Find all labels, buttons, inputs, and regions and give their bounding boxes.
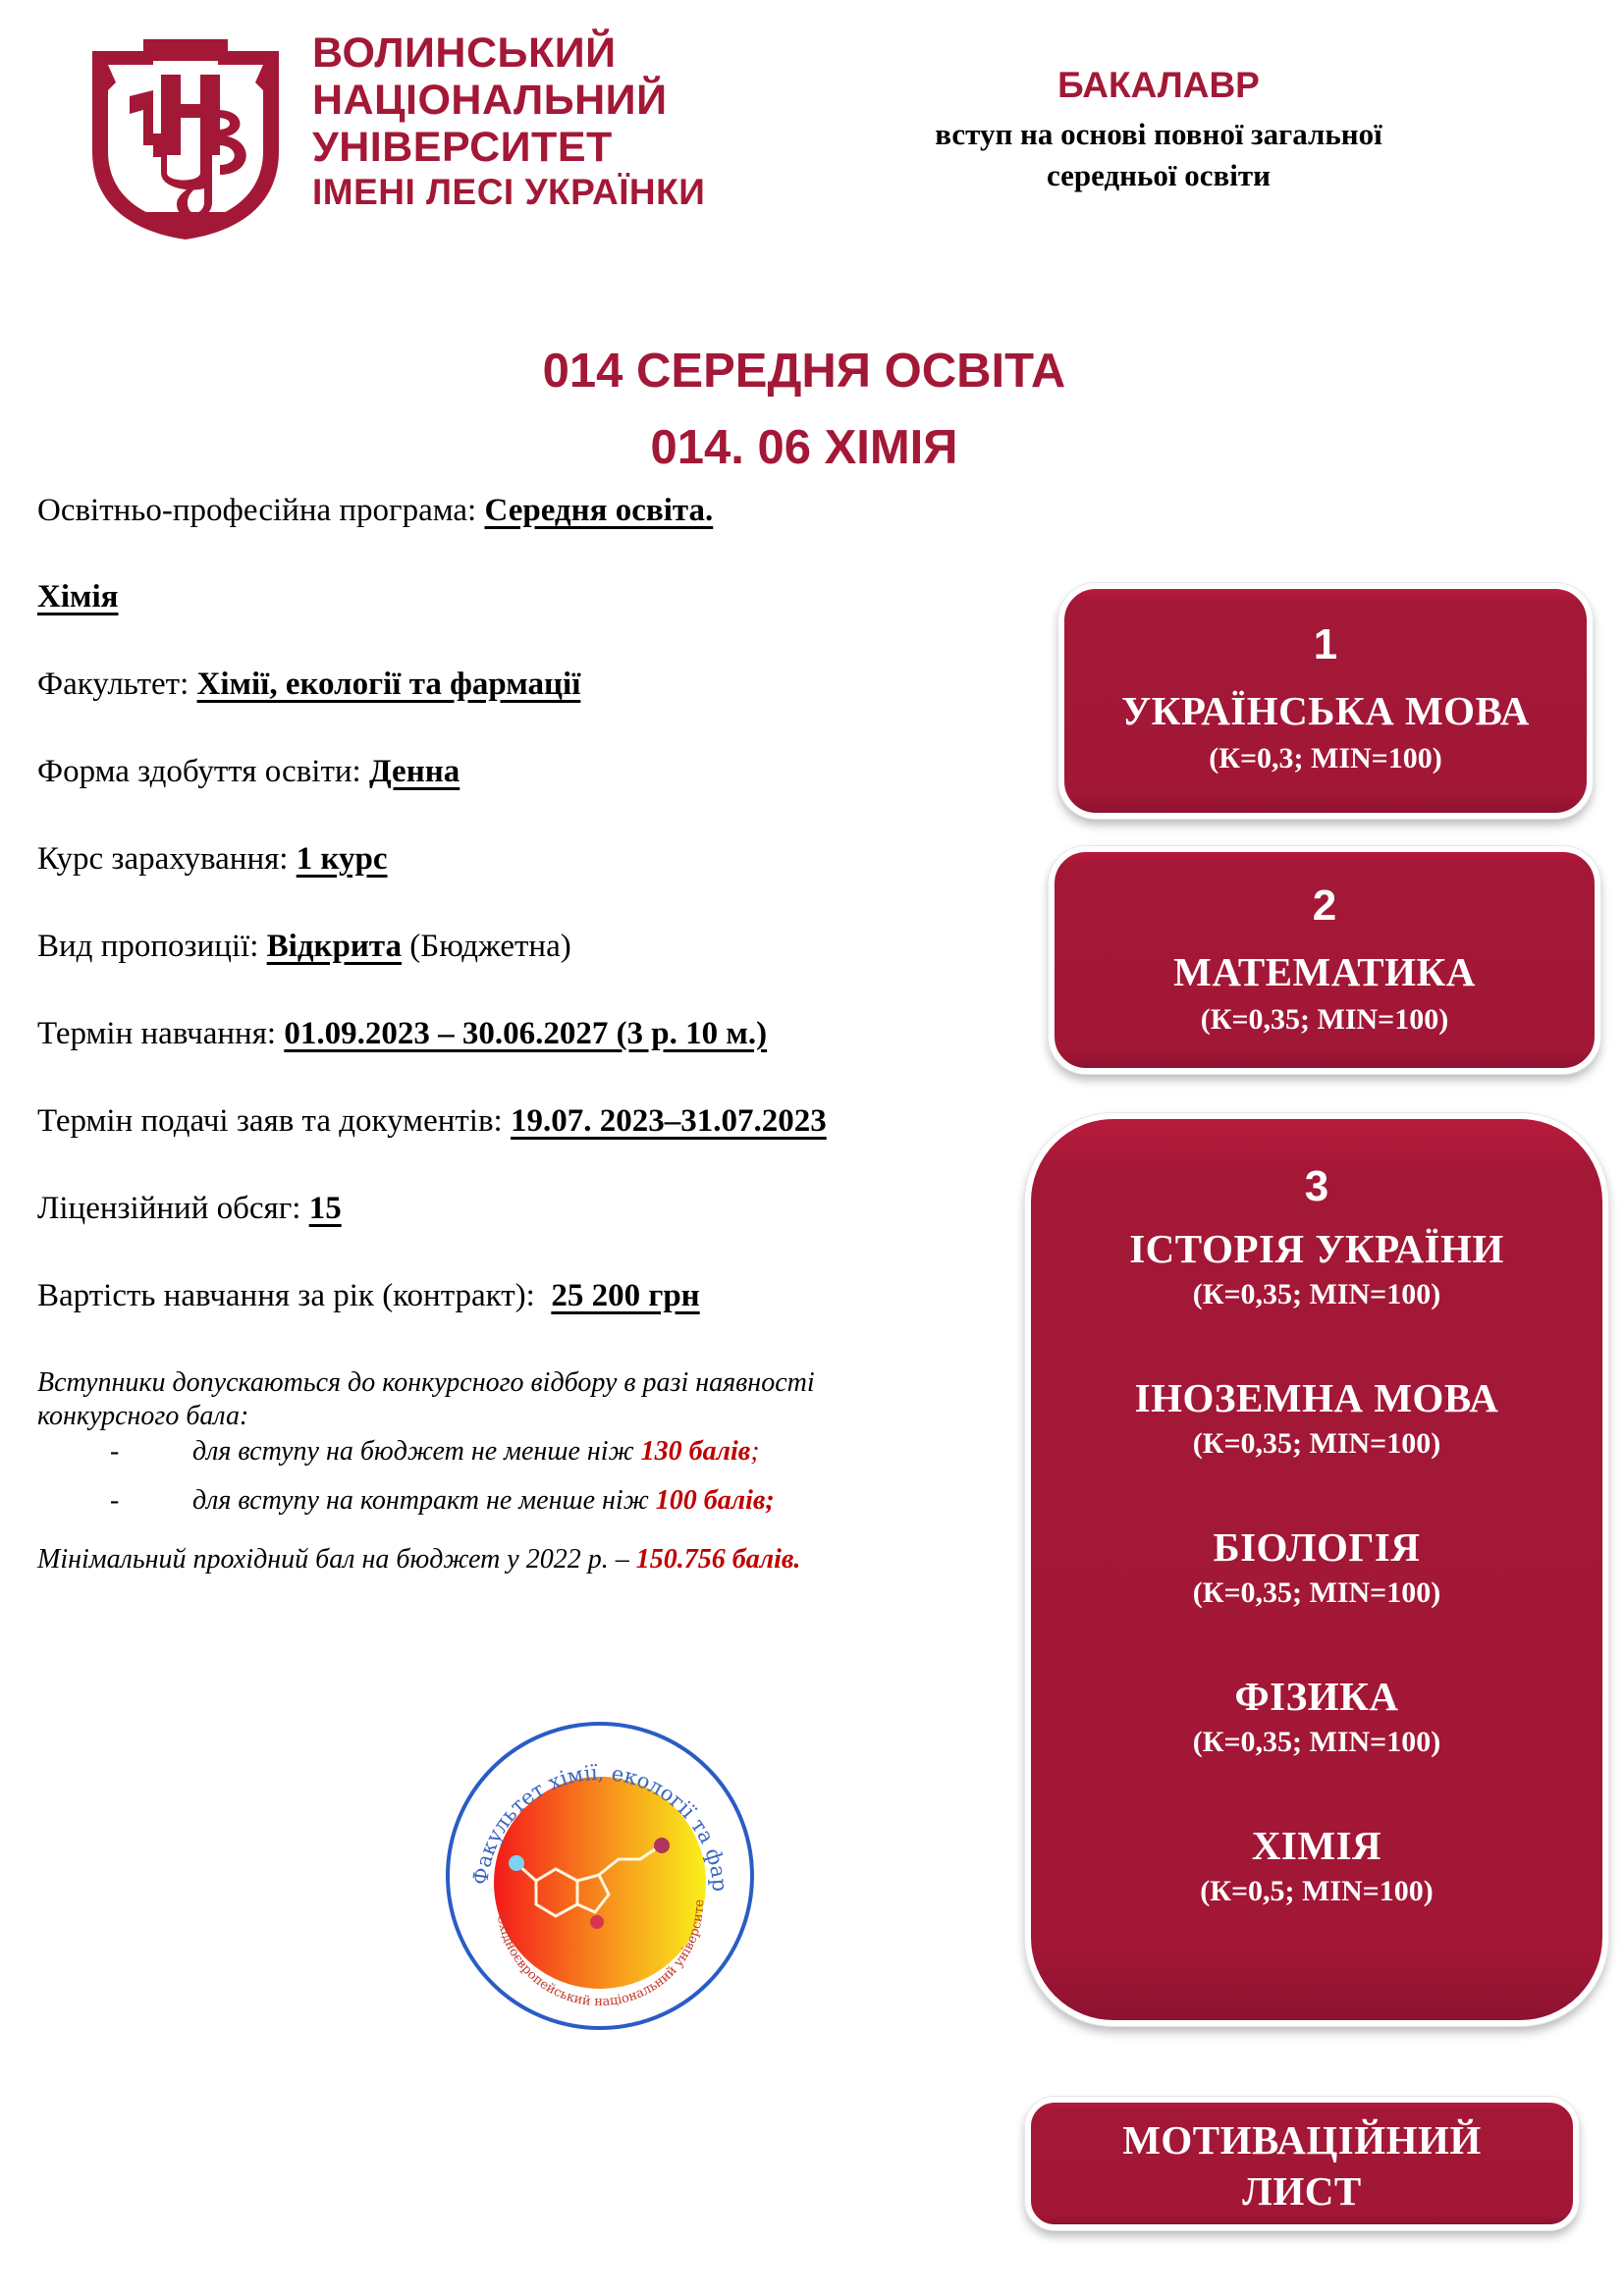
subject-option bbox=[1031, 1374, 1602, 1463]
subject-card-1 bbox=[1058, 583, 1593, 819]
bullet-text: для вступу на бюджет не менше ніж bbox=[192, 1436, 641, 1467]
study-form-label: Форма здобуття освіти: bbox=[37, 754, 369, 789]
degree-title: БАКАЛАВР bbox=[1057, 65, 1260, 105]
application-period-line bbox=[37, 1101, 827, 1141]
subject-name: ФІЗИКА bbox=[1234, 1674, 1399, 1719]
card-number: 2 bbox=[1312, 881, 1337, 930]
offer-type-suffix: (Бюджетна) bbox=[402, 929, 571, 964]
specialty-title-text: 014 СЕРЕДНЯ ОСВІТА bbox=[542, 345, 1066, 398]
faculty-emblem-icon bbox=[440, 1716, 760, 2036]
subject-coefficient: (К=0,35; MIN=100) bbox=[1192, 1726, 1441, 1758]
application-period-value: 19.07. 2023–31.07.2023 bbox=[510, 1103, 827, 1139]
specialization-title bbox=[0, 420, 1624, 475]
subject-name: ХІМІЯ bbox=[1251, 1823, 1382, 1868]
faculty-line bbox=[37, 665, 580, 704]
subject-option bbox=[1031, 1822, 1602, 1910]
subject-name: БІОЛОГІЯ bbox=[1213, 1524, 1421, 1570]
admission-basis-line: вступ на основі повної загальної bbox=[935, 117, 1382, 151]
university-name-line: НАЦІОНАЛЬНИЙ bbox=[312, 77, 668, 124]
contract-threshold-item bbox=[110, 1484, 775, 1518]
license-volume-label: Ліцензійний обсяг: bbox=[37, 1191, 309, 1226]
study-period-value: 01.09.2023 – 30.06.2027 (3 р. 10 м.) bbox=[284, 1016, 768, 1051]
license-volume-line bbox=[37, 1189, 342, 1228]
subject-name: ІНОЗЕМНА МОВА bbox=[1134, 1375, 1499, 1420]
bullet-end: ; bbox=[750, 1436, 760, 1467]
university-name-line: ІМЕНІ ЛЕСІ УКРАЇНКИ bbox=[312, 172, 706, 212]
enrollment-year-value: 1 курс bbox=[296, 841, 388, 877]
study-form-line bbox=[37, 752, 460, 791]
enrollment-year-label: Курс зарахування: bbox=[37, 841, 297, 877]
enrollment-year-line bbox=[37, 839, 388, 879]
subject-name: МАТЕМАТИКА bbox=[1173, 949, 1476, 994]
program-value: Середня освіта. bbox=[484, 493, 714, 528]
budget-threshold-item bbox=[110, 1435, 760, 1468]
offer-type-label: Вид пропозиції: bbox=[37, 929, 267, 964]
min-score-text: Мінімальний прохідний бал на бюджет у 2022 р. – bbox=[37, 1544, 636, 1575]
program-label: Освітньо-професійна програма: bbox=[37, 493, 485, 528]
subject-coefficient: (К=0,35; MIN=100) bbox=[1192, 1576, 1441, 1609]
bullet-value: 100 балів; bbox=[655, 1485, 775, 1516]
bullet-value: 130 балів bbox=[640, 1436, 751, 1467]
university-name-line: ВОЛИНСЬКИЙ bbox=[312, 29, 617, 77]
license-volume-value: 15 bbox=[308, 1191, 342, 1226]
card-number: 3 bbox=[1304, 1162, 1329, 1210]
application-period-label: Термін подачі заяв та документів: bbox=[37, 1103, 511, 1139]
tuition-label: Вартість навчання за рік (контракт): bbox=[37, 1278, 552, 1313]
bullet-dash: - bbox=[110, 1485, 120, 1516]
admission-basis-line: середньої освіти bbox=[1047, 158, 1271, 192]
program-line bbox=[37, 491, 713, 530]
offer-type-value: Відкрита bbox=[266, 929, 403, 964]
faculty-value: Хімії, екології та фармації bbox=[196, 667, 581, 702]
min-score-line bbox=[37, 1543, 800, 1576]
admission-note-line: Вступники допускаються до конкурсного відбору в разі наявності bbox=[37, 1367, 815, 1398]
program-line-cont bbox=[37, 577, 119, 616]
subject-option bbox=[1031, 1673, 1602, 1761]
emblem-ring-text-top: Факультет хімії, екології та фар bbox=[468, 1760, 732, 1893]
subject-coefficient: (К=0,5; MIN=100) bbox=[1200, 1875, 1434, 1907]
university-name-line: УНІВЕРСИТЕТ bbox=[312, 124, 613, 171]
faculty-label: Факультет: bbox=[37, 667, 197, 702]
subject-coefficient: (К=0,35; MIN=100) bbox=[1192, 1278, 1441, 1310]
program-value-cont: Хімія bbox=[37, 579, 119, 614]
subject-coefficient: (К=0,3; MIN=100) bbox=[1209, 742, 1442, 774]
card-number: 1 bbox=[1313, 620, 1338, 668]
subject-option bbox=[1031, 1225, 1602, 1313]
tuition-value: 25 200 грн bbox=[551, 1278, 700, 1313]
university-logo-icon bbox=[82, 35, 289, 241]
study-period-label: Термін навчання: bbox=[37, 1016, 285, 1051]
motivation-letter-line: ЛИСТ bbox=[1242, 2168, 1362, 2214]
specialty-title bbox=[0, 344, 1624, 399]
bullet-dash: - bbox=[110, 1436, 120, 1467]
admission-note-line: конкурсного бала: bbox=[37, 1401, 249, 1431]
subject-name: УКРАЇНСЬКА МОВА bbox=[1121, 688, 1530, 733]
subject-coefficient: (К=0,35; MIN=100) bbox=[1200, 1003, 1449, 1036]
subject-option bbox=[1031, 1523, 1602, 1612]
degree-block bbox=[884, 61, 1434, 196]
emblem-ring-text-bottom: Східноєвропейський національний університе bbox=[493, 1898, 708, 2010]
subject-card-2 bbox=[1049, 846, 1600, 1074]
subject-name: ІСТОРІЯ УКРАЇНИ bbox=[1129, 1226, 1504, 1271]
university-name bbox=[312, 29, 705, 214]
offer-type-line bbox=[37, 927, 571, 966]
subject-coefficient: (К=0,35; MIN=100) bbox=[1192, 1427, 1441, 1460]
min-score-value: 150.756 балів. bbox=[635, 1544, 801, 1575]
motivation-letter-card bbox=[1025, 2097, 1579, 2230]
motivation-letter-line: МОТИВАЦІЙНИЙ bbox=[1122, 2117, 1482, 2163]
study-form-value: Денна bbox=[368, 754, 460, 789]
bullet-text: для вступу на контракт не менше ніж bbox=[192, 1485, 656, 1516]
specialization-title-text: 014. 06 ХІМІЯ bbox=[650, 421, 958, 474]
subject-card-3 bbox=[1025, 1113, 1608, 2026]
study-period-line bbox=[37, 1014, 767, 1053]
tuition-line bbox=[37, 1276, 700, 1315]
